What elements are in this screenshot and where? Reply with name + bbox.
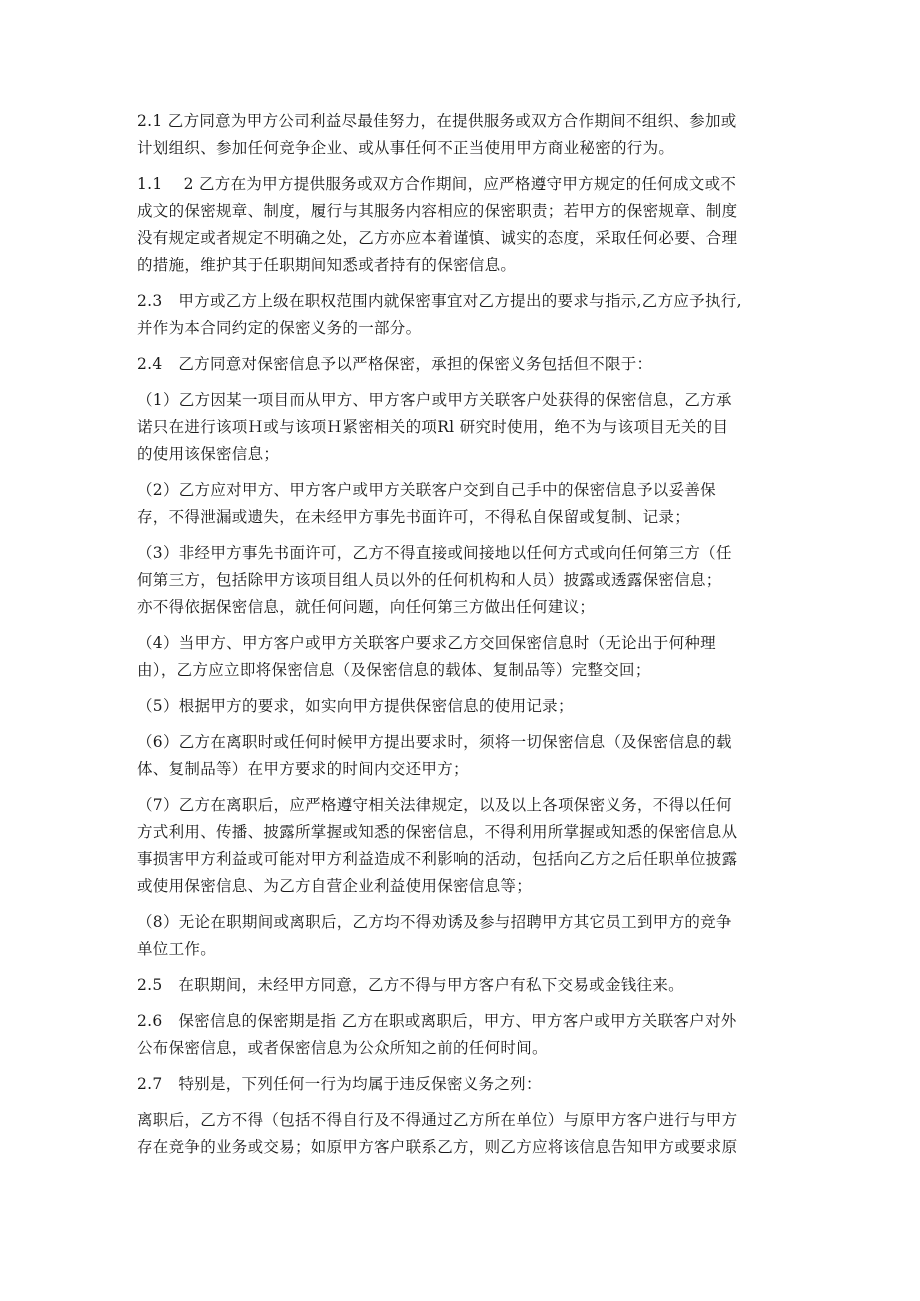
paragraph-line: （4）当甲方、甲方客户或甲方关联客户要求乙方交回保密信息时（无论出于何种理 <box>137 634 716 652</box>
paragraph-line: 并作为本合同约定的保密义务的一部分。 <box>137 319 422 337</box>
paragraph-line: 的使用该保密信息； <box>137 445 280 463</box>
paragraph-line: 1.1 2 乙方在为甲方提供服务或双方合作期间，应严格遵守甲方规定的任何成文或不 <box>137 175 737 193</box>
paragraph-line: （5）根据甲方的要求，如实向甲方提供保密信息的使用记录； <box>137 697 574 715</box>
paragraph-line: 2.3 甲方或乙方上级在职权范围内就保密事宜对乙方提出的要求与指示,乙方应予执行, <box>137 292 742 310</box>
paragraph-line: （6）乙方在离职时或任何时候甲方提出要求时，须将一切保密信息（及保密信息的载 <box>137 733 732 751</box>
paragraph-line: 或使用保密信息、为乙方自营企业利益使用保密信息等； <box>137 877 533 895</box>
paragraph-p2-4 <box>137 351 797 378</box>
paragraph-line: 2.5 在职期间，未经甲方同意，乙方不得与甲方客户有私下交易或金钱往来。 <box>137 976 684 994</box>
paragraph-p-after <box>137 1107 797 1161</box>
paragraph-item-4 <box>137 630 797 684</box>
paragraph-p2-6 <box>137 1008 797 1062</box>
paragraph-item-2 <box>137 477 797 531</box>
paragraph-item-6 <box>137 729 797 783</box>
paragraph-line: 公布保密信息，或者保密信息为公众所知之前的任何时间。 <box>137 1039 548 1057</box>
document-body <box>137 108 797 1170</box>
paragraph-p2-5 <box>137 972 797 999</box>
paragraph-line: 计划组织、参加任何竞争企业、或从事任何不正当使用甲方商业秘密的行为。 <box>137 139 675 157</box>
paragraph-line: 事损害甲方利益或可能对甲方利益造成不利影响的活动，包括向乙方之后任职单位披露 <box>137 850 738 868</box>
paragraph-line: 成文的保密规章、制度，履行与其服务内容相应的保密职责；若甲方的保密规章、制度 <box>137 202 738 220</box>
paragraph-item-1 <box>137 387 797 468</box>
paragraph-line: 2.4 乙方同意对保密信息予以严格保密，承担的保密义务包括但不限于： <box>137 355 653 373</box>
paragraph-line: 2.7 特别是，下列任何一行为均属于违反保密义务之列： <box>137 1075 542 1093</box>
paragraph-line: 离职后，乙方不得（包括不得自行及不得通过乙方所在单位）与原甲方客户进行与甲方 <box>137 1111 738 1129</box>
paragraph-p2-3 <box>137 288 797 342</box>
paragraph-line: 何第三方，包括除甲方该项目组人员以外的任何机构和人员）披露或透露保密信息； <box>137 571 722 589</box>
paragraph-item-7 <box>137 792 797 900</box>
paragraph-line: 存，不得泄漏或遗失，在未经甲方事先书面许可，不得私自保留或复制、记录； <box>137 508 691 526</box>
paragraph-line: 方式利用、传播、披露所掌握或知悉的保密信息，不得利用所掌握或知悉的保密信息从 <box>137 823 738 841</box>
paragraph-line: 诺只在进行该项Ｈ或与该项Ｈ紧密相关的项Rl 研究时使用，绝不为与该项目无关的目 <box>137 418 729 436</box>
paragraph-line: 由），乙方应立即将保密信息（及保密信息的载体、复制品等）完整交回； <box>137 661 651 679</box>
paragraph-line: 亦不得依据保密信息，就任何问题，向任何第三方做出任何建议； <box>137 598 596 616</box>
paragraph-line: 2.1 乙方同意为甲方公司利益尽最佳努力，在提供服务或双方合作期间不组织、参加或 <box>137 112 737 130</box>
paragraph-line: 的措施，维护其于任职期间知悉或者持有的保密信息。 <box>137 256 517 274</box>
paragraph-line: （3）非经甲方事先书面许可，乙方不得直接或间接地以任何方式或向任何第三方（任 <box>137 544 732 562</box>
paragraph-line: （1）乙方因某一项目而从甲方、甲方客户或甲方关联客户处获得的保密信息，乙方承 <box>137 391 732 409</box>
paragraph-p2-1 <box>137 108 797 162</box>
paragraph-line: 单位工作。 <box>137 940 217 958</box>
paragraph-item-8 <box>137 909 797 963</box>
paragraph-item-3 <box>137 540 797 621</box>
paragraph-line: 2.6 保密信息的保密期是指 乙方在职或离职后，甲方、甲方客户或甲方关联客户对外 <box>137 1012 737 1030</box>
paragraph-line: （8）无论在职期间或离职后，乙方均不得劝诱及参与招聘甲方其它员工到甲方的竞争 <box>137 913 732 931</box>
paragraph-line: （2）乙方应对甲方、甲方客户或甲方关联客户交到自己手中的保密信息予以妥善保 <box>137 481 716 499</box>
paragraph-line: （7）乙方在离职后，应严格遵守相关法律规定，以及以上各项保密义务，不得以任何 <box>137 796 732 814</box>
paragraph-line: 存在竞争的业务或交易；如原甲方客户联系乙方，则乙方应将该信息告知甲方或要求原 <box>137 1138 738 1156</box>
paragraph-line: 没有规定或者规定不明确之处，乙方亦应本着谨慎、诚实的态度，采取任何必要、合理 <box>137 229 738 247</box>
paragraph-p1-1 <box>137 171 797 279</box>
paragraph-item-5 <box>137 693 797 720</box>
paragraph-line: 体、复制品等）在甲方要求的时间内交还甲方； <box>137 760 469 778</box>
paragraph-p2-7 <box>137 1071 797 1098</box>
